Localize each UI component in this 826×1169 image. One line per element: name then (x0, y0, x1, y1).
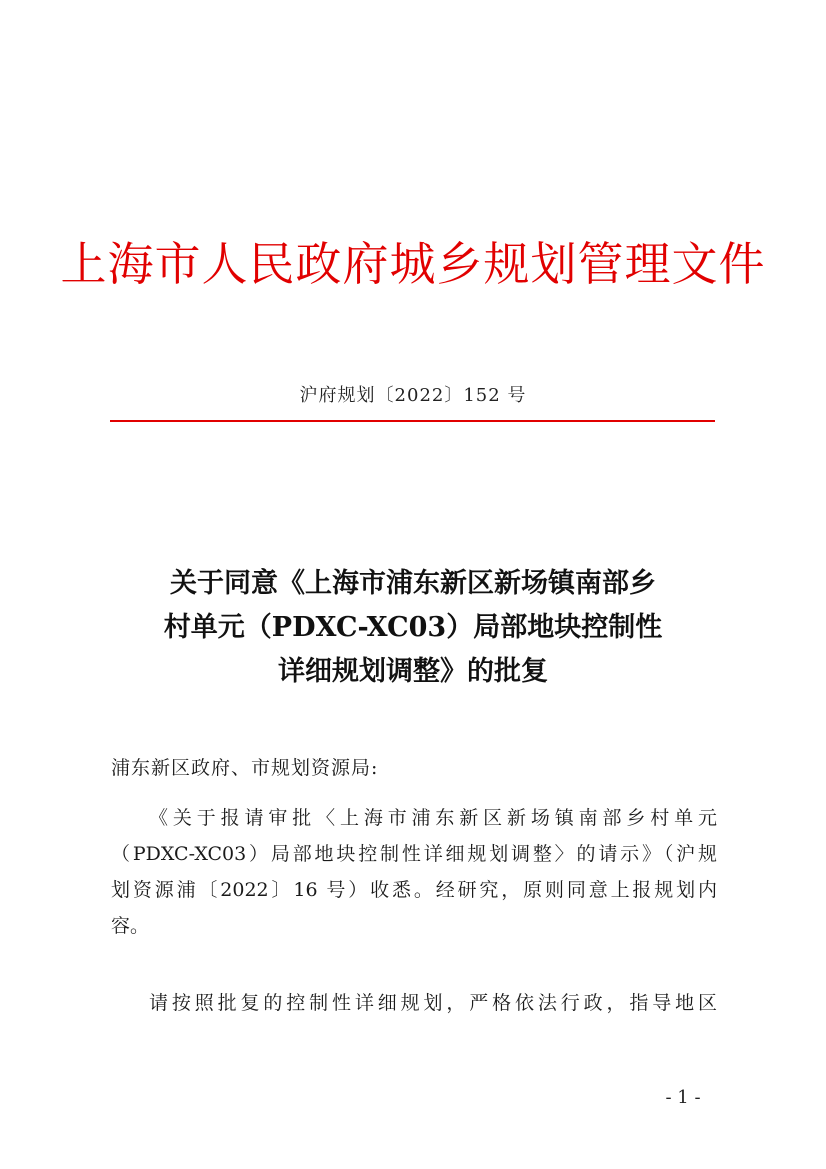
paragraph-line: 划资源浦〔2022〕16 号）收悉。经研究，原则同意上报规划内 (111, 879, 717, 901)
title-line-2: 村单元（PDXC-XC03）局部地块控制性 (163, 612, 663, 643)
body-paragraph-2 (111, 985, 717, 1021)
document-number: 沪府规划〔2022〕152 号 (299, 385, 527, 406)
paragraph-line: 容。 (111, 915, 150, 937)
paragraph-line: （PDXC-XC03）局部地块控制性详细规划调整〉的请示》（沪规 (111, 843, 717, 865)
body-paragraph-1 (111, 800, 717, 944)
paragraph-line: 请按照批复的控制性详细规划，严格依法行政，指导地区 (149, 992, 717, 1014)
addressee: 浦东新区政府、市规划资源局: (111, 757, 379, 779)
masthead-title: 上海市人民政府城乡规划管理文件 (60, 237, 766, 291)
document-title (0, 562, 826, 694)
red-divider-line (110, 420, 715, 422)
title-line-1: 关于同意《上海市浦东新区新场镇南部乡 (170, 568, 656, 599)
page-number: - 1 - (665, 1087, 701, 1108)
title-line-3: 详细规划调整》的批复 (278, 656, 548, 687)
paragraph-line: 《关于报请审批〈上海市浦东新区新场镇南部乡村单元 (149, 807, 717, 829)
